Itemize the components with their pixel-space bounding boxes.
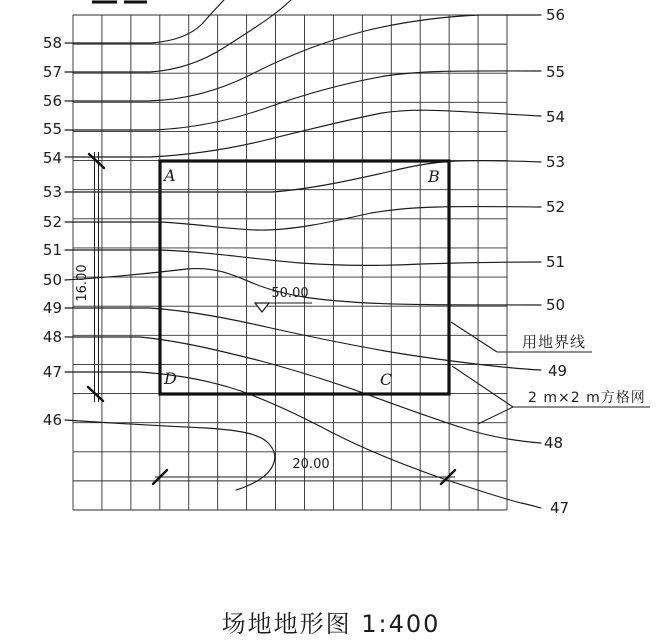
contour-47 <box>65 369 541 508</box>
boundary-callout-text: 用地界线 <box>522 333 587 351</box>
horizontal-dimension-text: 20.00 <box>292 457 330 472</box>
figure-title: 场地地形图 1:400 <box>221 610 441 638</box>
elevation-label: 47 <box>550 499 570 517</box>
spot-elevation-marker <box>255 303 312 312</box>
elevation-label: 46 <box>42 411 62 429</box>
contour-48 <box>65 337 541 443</box>
level-triangle-icon <box>255 303 269 312</box>
contour-58 <box>65 0 224 43</box>
elevation-label: 50 <box>546 296 566 314</box>
mesh-callout-text: 2 m×2 m方格网 <box>528 390 646 406</box>
elevation-label: 50 <box>42 271 62 289</box>
elevation-label: 51 <box>42 241 62 259</box>
vertical-dimension-text: 16.00 <box>75 264 90 302</box>
contour-lines <box>65 0 541 508</box>
contour-57 <box>65 0 291 72</box>
elevation-label: 54 <box>42 149 62 167</box>
elevation-label: 55 <box>546 63 566 81</box>
contour-56 <box>65 15 541 101</box>
elevation-label: 48 <box>42 328 62 346</box>
elevation-label: 56 <box>546 6 566 24</box>
spot-elevation-text: 50.00 <box>271 286 309 301</box>
contour-53 <box>65 161 541 192</box>
elevation-label: 56 <box>42 92 62 110</box>
elevation-label: 48 <box>544 434 564 452</box>
corner-label-a: A <box>164 166 176 185</box>
elevation-label: 53 <box>42 183 62 201</box>
elevation-label: 52 <box>546 198 566 216</box>
contour-49 <box>65 308 541 370</box>
corner-label-d: D <box>164 369 177 388</box>
contour-52 <box>65 207 541 231</box>
elevation-label: 47 <box>42 363 62 381</box>
contour-54 <box>65 110 541 157</box>
elevation-label: 58 <box>42 34 62 52</box>
contour-46 <box>65 420 275 490</box>
elevation-label: 53 <box>546 153 566 171</box>
elevation-label: 55 <box>42 120 62 138</box>
elevation-label: 57 <box>42 63 62 81</box>
horizontal-dimension <box>153 470 455 484</box>
elevation-label: 54 <box>546 108 566 126</box>
dimension-tick <box>88 387 103 401</box>
elevation-label: 52 <box>42 213 62 231</box>
corner-label-b: B <box>428 167 440 186</box>
elevation-label: 49 <box>548 362 568 380</box>
corner-label-c: C <box>380 370 393 389</box>
elevation-label: 49 <box>42 299 62 317</box>
elevation-label: 51 <box>546 253 566 271</box>
contour-51 <box>65 250 541 265</box>
